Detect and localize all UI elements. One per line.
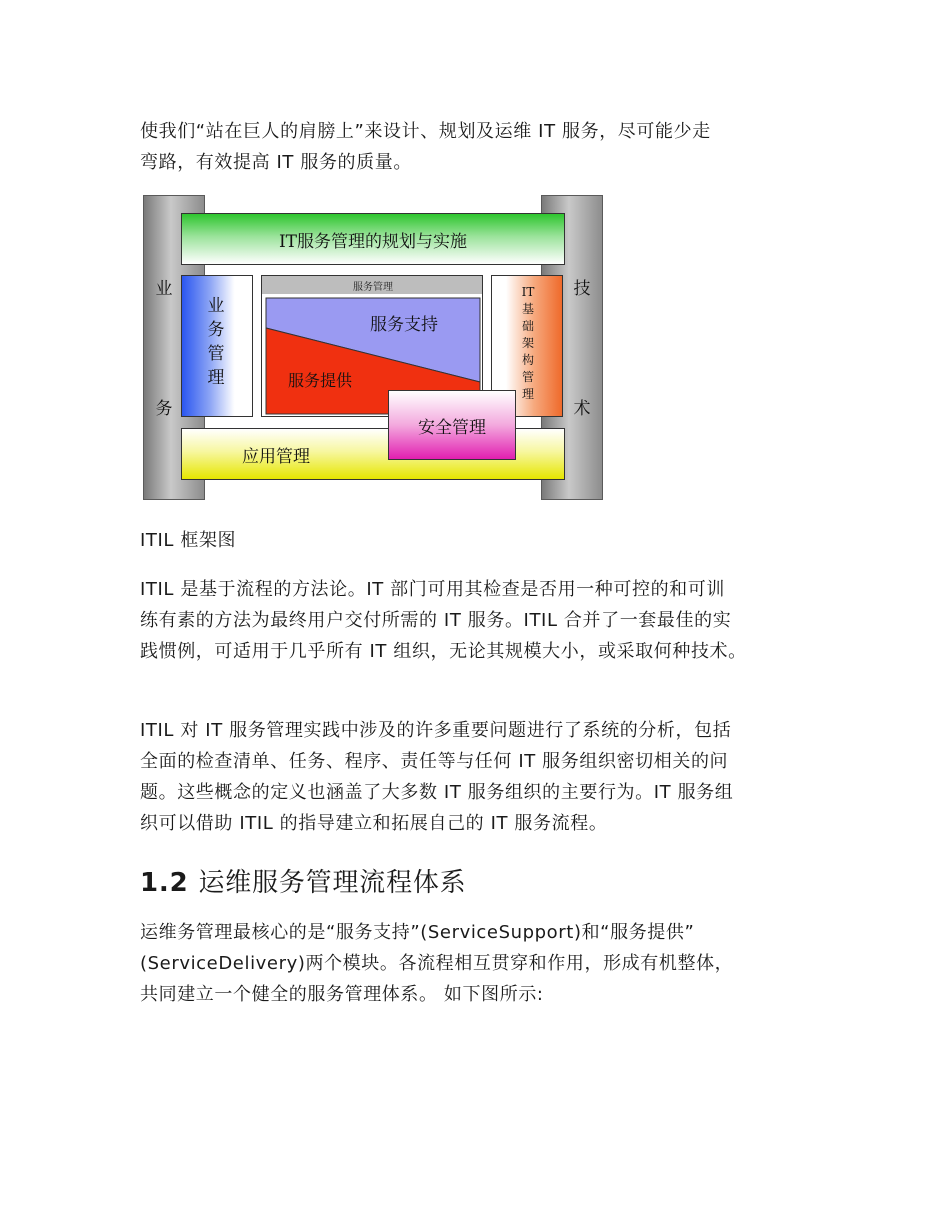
paragraph-line: 练有素的方法为最终用户交付所需的 IT 服务。ITIL 合并了一套最佳的实: [140, 610, 732, 631]
figure-caption: ITIL 框架图: [140, 530, 237, 551]
business-management-char: 业: [207, 296, 225, 316]
business-management-char: 务: [207, 320, 225, 340]
service-delivery-label: 服务提供: [288, 371, 353, 390]
itil-analysis-paragraph: [140, 715, 810, 839]
service-modules-paragraph: [140, 917, 810, 1010]
paragraph-line: 题。这些概念的定义也涵盖了大多数 IT 服务组织的主要行为。IT 服务组: [140, 782, 734, 803]
business-management-column: [181, 275, 253, 417]
section-number: 1.2: [140, 868, 189, 898]
infrastructure-management-char: 理: [521, 387, 534, 401]
intro-line: 使我们“站在巨人的肩膀上”来设计、规划及运维 IT 服务，尽可能少走: [140, 121, 711, 142]
itil-framework-diagram: [143, 195, 603, 500]
paragraph-line: 共同建立一个健全的服务管理体系。 如下图所示:: [140, 984, 544, 1005]
infrastructure-management-char: 管: [521, 370, 534, 384]
paragraph-line: (ServiceDelivery)两个模块。各流程相互贯穿和作用，形成有机整体，: [140, 953, 734, 974]
infrastructure-management-char: 基: [521, 302, 534, 316]
business-pillar-char: 业: [155, 279, 173, 299]
section-heading: [140, 862, 466, 899]
business-management-char: 理: [207, 368, 225, 388]
planning-implementation-bar: IT服务管理的规划与实施: [181, 213, 565, 265]
infrastructure-management-char: 构: [521, 353, 534, 367]
paragraph-line: 践惯例，可适用于几乎所有 IT 组织，无论其规模大小，或采取何种技术。: [140, 641, 747, 662]
infrastructure-management-char: 架: [521, 336, 534, 350]
business-management-char: 管: [207, 344, 225, 364]
intro-line: 弯路，有效提高 IT 服务的质量。: [140, 152, 412, 173]
paragraph-line: ITIL 对 IT 服务管理实践中涉及的许多重要问题进行了系统的分析，包括: [140, 720, 732, 741]
section-title: 运维服务管理流程体系: [198, 868, 467, 898]
infrastructure-management-char: 础: [521, 319, 534, 333]
application-management-label: 应用管理: [242, 446, 310, 467]
technology-pillar-char: 术: [573, 399, 591, 419]
business-pillar-char: 务: [155, 399, 173, 419]
service-support-label: 服务支持: [370, 315, 438, 335]
itil-definition-paragraph: [140, 574, 810, 667]
paragraph-line: 织可以借助 ITIL 的指导建立和拓展自己的 IT 服务流程。: [140, 813, 608, 834]
technology-pillar-char: 技: [573, 279, 591, 299]
paragraph-line: ITIL 是基于流程的方法论。IT 部门可用其检查是否用一种可控的和可训: [140, 579, 725, 600]
paragraph-line: 全面的检查清单、任务、程序、责任等与任何 IT 服务组织密切相关的问: [140, 751, 729, 772]
intro-paragraph: [140, 116, 810, 178]
infrastructure-management-char: IT: [521, 285, 535, 299]
security-management-box: 安全管理: [388, 390, 516, 460]
service-management-label: 服务管理: [353, 282, 393, 293]
paragraph-line: 运维务管理最核心的是“服务支持”(ServiceSupport)和“服务提供”: [140, 922, 695, 943]
